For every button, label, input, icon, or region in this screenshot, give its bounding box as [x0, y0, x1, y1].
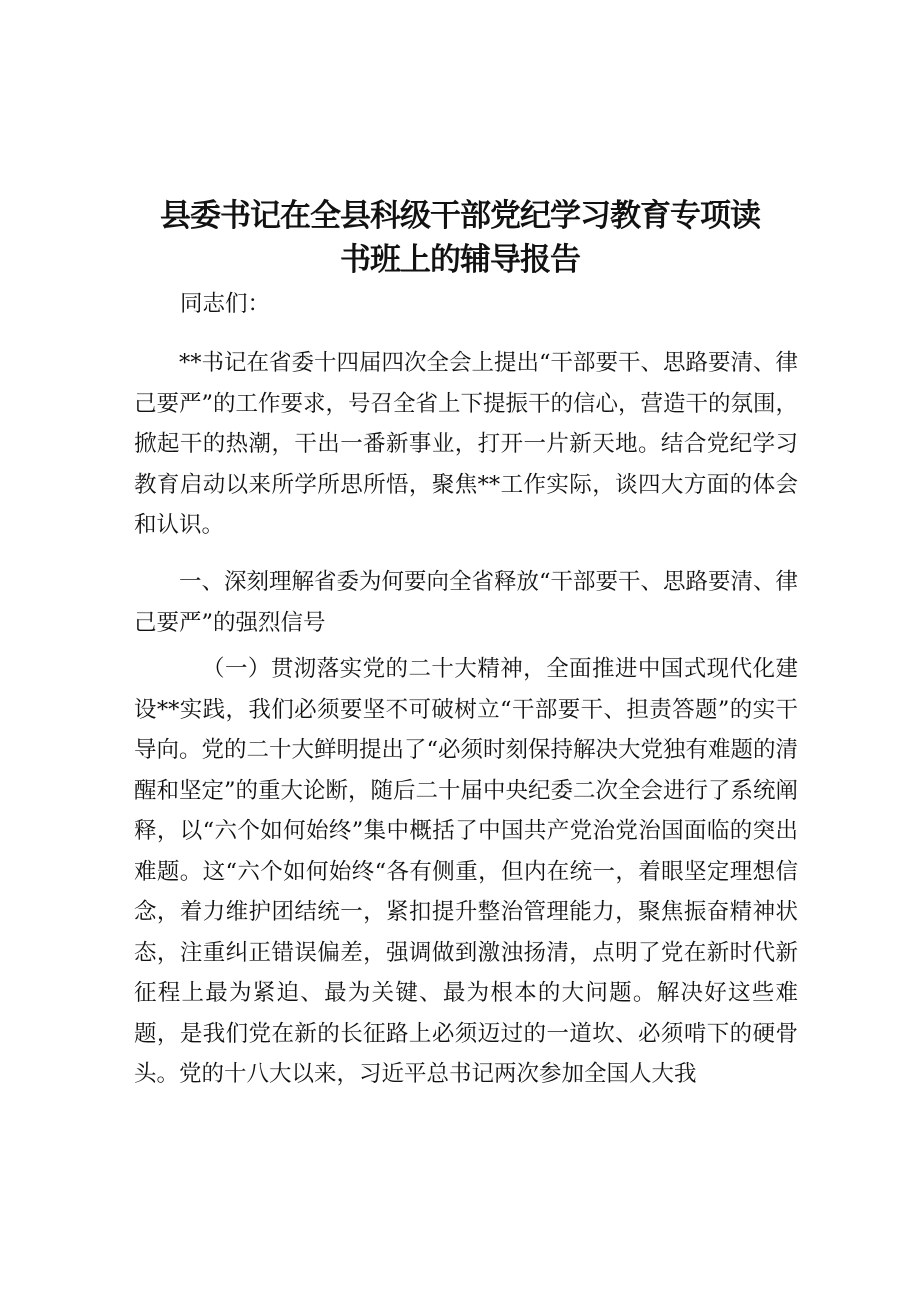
- title-line-1: 县委书记在全县科级干部党纪学习教育专项读: [160, 198, 760, 234]
- title-line-2: 书班上的辅导报告: [340, 242, 580, 278]
- document-title: [100, 194, 820, 282]
- section-heading-1: 一、深刻理解省委为何要向全省释放“干部要干、思路要清、律己要严”的强烈信号: [134, 569, 799, 636]
- greeting: 同志们：: [180, 291, 271, 317]
- paragraph-intro: **书记在省委十四届四次全会上提出“干部要干、思路要清、律己要严”的工作要求，号召全省上下提振干的信心，营造干的氛围，掀起干的热潮，干出一番新事业，打开一片新天地。结合党纪学习教育启动以来所学所思所悟，聚焦**工作实际，谈四大方面的体会和认识。: [134, 350, 799, 538]
- paragraph-subsection-1: （一）贯沏落实党的二十大精神，全面推进中国式现代化建设**实践，我们必须要坚不可破树立“干部要干、担责答题”的实干导向。党的二十大鲜明提出了“必须时刻保持解决大党独有难题的清醒和坚定”的重大论断，随后二十届中央纪委二次全会进行了系统阐释，以“六个如何始终”集中概括了中国共产党治党治国面临的突出难题。这“六个如何始终“各有侧重，但内在统一，着眼坚定理想信念，着力维护团结统一，紧扣提升整治管理能力，聚焦振奋精神状态，注重纠正错误偏差，强调做到激浊扬清，点明了党在新时代新征程上最为紧迫、最为关键、最为根本的大问题。解决好这些难题，是我们党在新的长征路上必须迈过的一道坎、必须啃下的硬骨头。党的十八大以来，习近平总书记两次参加全国人大我: [134, 656, 799, 1087]
